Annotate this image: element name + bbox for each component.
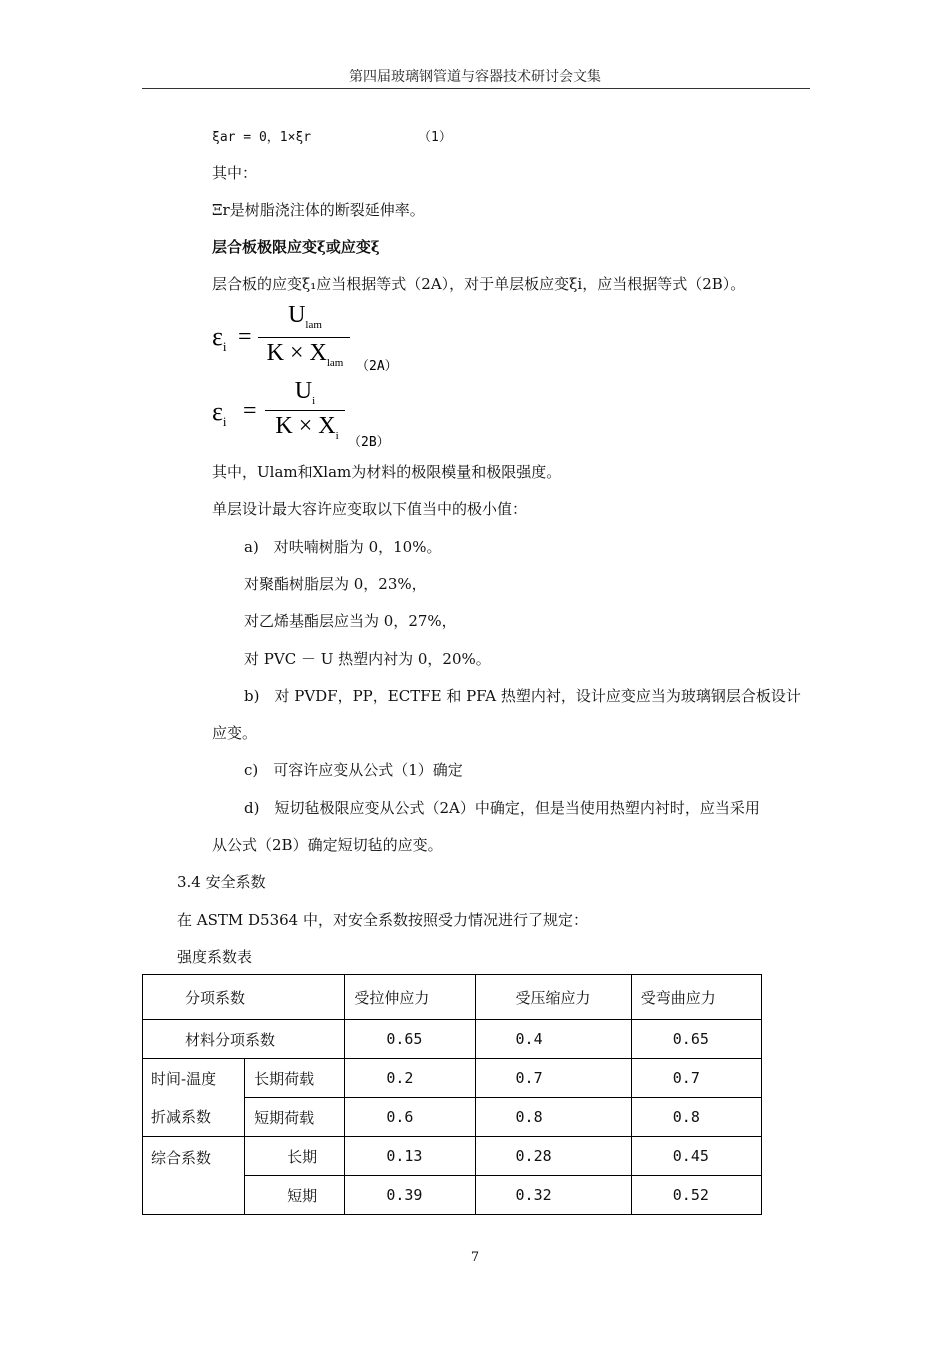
equation-2a-fraction-bar [258, 337, 350, 338]
paragraph-astm: 在 ASTM D5364 中，对安全系数按照受力情况进行了规定： [177, 911, 588, 929]
table-row-combined-long [143, 1137, 762, 1176]
list-item-d-line1: d) 短切毡极限应变从公式（2A）中确定，但是当使用热塑内衬时，应当采用 [244, 799, 760, 817]
list-item-b-line1: b) 对 PVDF，PP，ECTFE 和 PFA 热塑内衬，设计应变应当为玻璃钢层合板设计 [244, 687, 801, 705]
section-heading-3-4: 3.4 安全系数 [177, 873, 266, 891]
page-number: 7 [470, 1250, 480, 1265]
equation-2b-numerator: $U_i$ [294, 378, 316, 407]
cell-combined-label: 综合系数 [143, 1137, 245, 1215]
list-item-a-polyester: 对聚酯树脂层为 0，23%， [244, 575, 427, 593]
list-item-a-vinylester: 对乙烯基酯层应当为 0，27%， [244, 612, 457, 630]
cell-material-compression: 0.4 [475, 1020, 631, 1059]
cell-short-load-compression: 0.8 [475, 1098, 631, 1137]
cell-long-load-bending: 0.7 [631, 1059, 761, 1098]
paragraph-ulam-xlam: 其中，Ulam和Xlam为材料的极限模量和极限强度。 [212, 463, 562, 481]
equation-2b-equals: = [243, 398, 257, 424]
cell-long-load-compression: 0.7 [475, 1059, 631, 1098]
list-item-d-line2: 从公式（2B）确定短切毡的应变。 [212, 836, 443, 854]
table-header-row [143, 975, 762, 1020]
equation-2a-lhs: $\varepsilon_i$ [212, 322, 227, 355]
formula-1-number: （1） [418, 130, 452, 145]
list-item-a-furan: a) 对呋喃树脂为 0，10%。 [244, 538, 442, 556]
cell-material-tension: 0.65 [345, 1020, 475, 1059]
cell-material-label: 材料分项系数 [143, 1020, 345, 1059]
equation-2b-denominator: $K \times X_i$ [275, 413, 339, 442]
cell-short-load-label: 短期荷载 [245, 1098, 345, 1137]
equation-2a-numerator: $U_{lam}$ [288, 302, 322, 331]
list-item-b-line2: 应变。 [212, 724, 258, 742]
table-row-material [143, 1020, 762, 1059]
cell-time-temp-label: 时间-温度 折减系数 [143, 1059, 245, 1137]
paragraph-single-layer-design: 单层设计最大容许应变取以下值当中的极小值： [212, 500, 528, 518]
equation-2b-lhs: $\varepsilon_i$ [212, 397, 227, 430]
header-cell-bending: 受弯曲应力 [631, 975, 761, 1020]
list-item-a-pvc: 对 PVC － U 热塑内衬为 0，20%。 [244, 650, 491, 668]
strength-factor-table [142, 974, 762, 1215]
cell-combined-long-compression: 0.28 [475, 1137, 631, 1176]
equation-2a-denominator: $K \times X_{lam}$ [266, 340, 344, 369]
list-item-c: c) 可容许应变从公式（1）确定 [244, 761, 463, 779]
cell-combined-short-compression: 0.32 [475, 1176, 631, 1215]
cell-short-load-tension: 0.6 [345, 1098, 475, 1137]
formula-1-expression: ξar = 0，1×ξr [212, 130, 312, 145]
cell-combined-long-label: 长期 [245, 1137, 345, 1176]
cell-combined-short-tension: 0.39 [345, 1176, 475, 1215]
paragraph-qizhong: 其中： [212, 164, 258, 182]
equation-2b-tag: （2B） [348, 435, 390, 450]
heading-laminate-strain: 层合板极限应变ξ或应变ξ [212, 238, 380, 256]
equation-2a-equals: = [238, 324, 252, 350]
paragraph-xi-definition: Ξr是树脂浇注体的断裂延伸率。 [212, 201, 425, 219]
header-cell-tension: 受拉伸应力 [345, 975, 475, 1020]
cell-short-load-bending: 0.8 [631, 1098, 761, 1137]
header-cell-compression: 受压缩应力 [475, 975, 631, 1020]
cell-combined-short-label: 短期 [245, 1176, 345, 1215]
paragraph-strain-rule: 层合板的应变ξ₁应当根据等式（2A），对于单层板应变ξi，应当根据等式（2B）。 [212, 275, 746, 293]
table-caption: 强度系数表 [177, 948, 253, 966]
equation-2a-tag: （2A） [356, 359, 398, 374]
header-cell-factor: 分项系数 [143, 975, 345, 1020]
cell-long-load-tension: 0.2 [345, 1059, 475, 1098]
cell-combined-short-bending: 0.52 [631, 1176, 761, 1215]
equation-2b-fraction-bar [265, 410, 345, 411]
cell-combined-long-tension: 0.13 [345, 1137, 475, 1176]
header-rule [142, 88, 810, 89]
running-header: 第四届玻璃钢管道与容器技术研讨会文集 [349, 69, 601, 85]
cell-material-bending: 0.65 [631, 1020, 761, 1059]
cell-combined-long-bending: 0.45 [631, 1137, 761, 1176]
cell-long-load-label: 长期荷载 [245, 1059, 345, 1098]
table-row-long-load [143, 1059, 762, 1098]
